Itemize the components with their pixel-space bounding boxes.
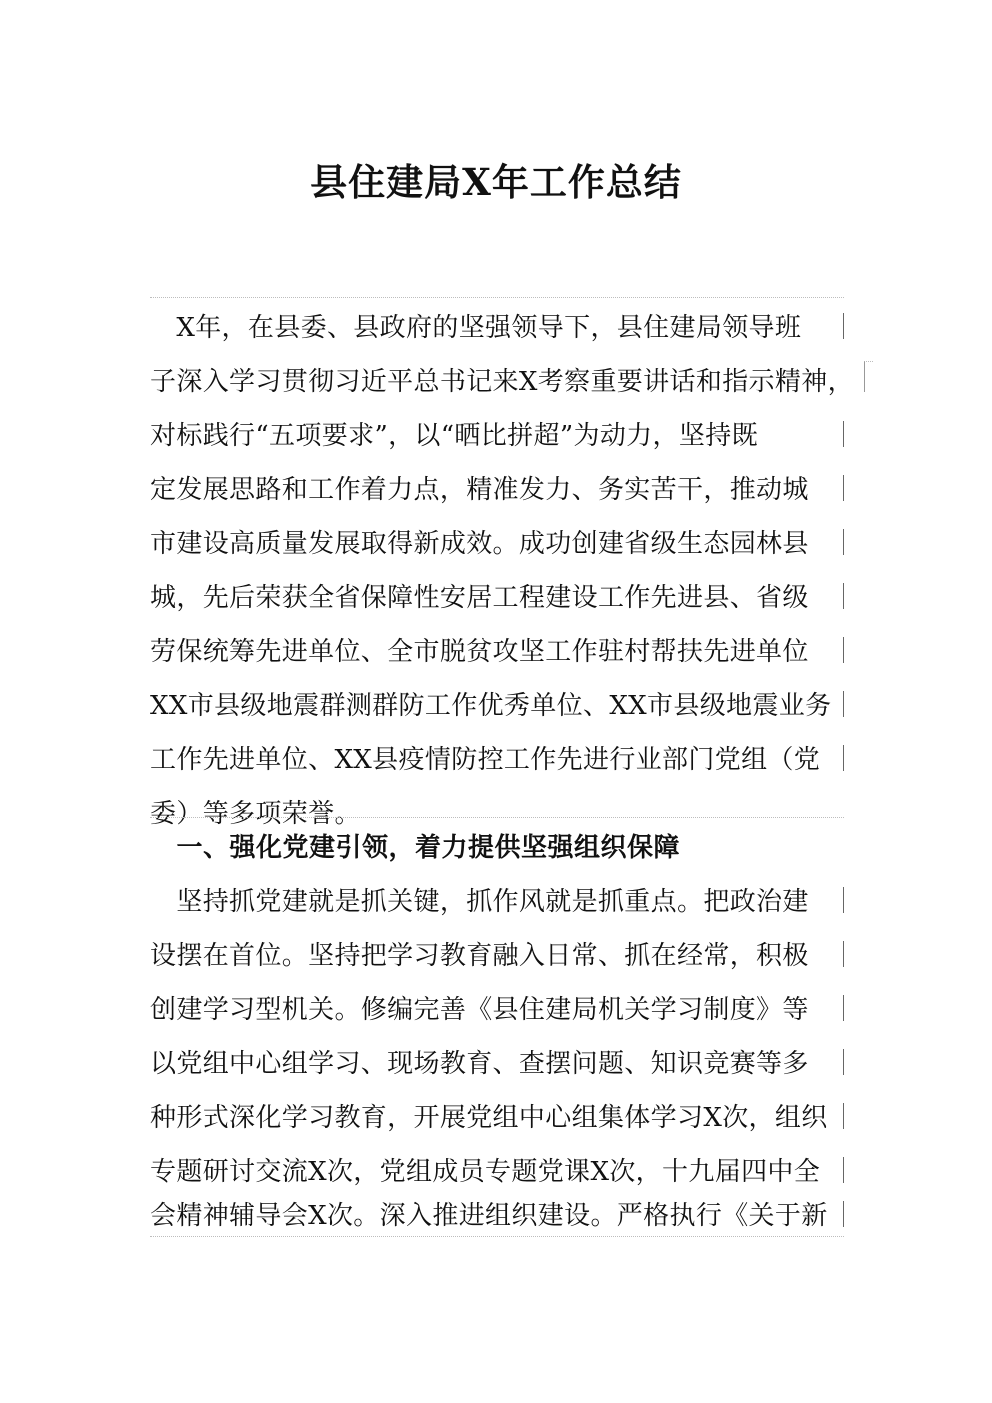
- line-end-marker: [843, 1103, 844, 1129]
- paragraph-line: 劳保统筹先进单位、全市脱贫攻坚工作驻村帮扶先进单位: [150, 637, 809, 667]
- line-end-marker: [843, 745, 844, 771]
- line-end-marker: [843, 1157, 844, 1183]
- line-end-marker: [843, 475, 844, 501]
- paragraph-line: 创建学习型机关。修编完善《县住建局机关学习制度》等: [150, 995, 809, 1025]
- line-end-marker: [843, 691, 844, 717]
- paragraph-line: 工作先进单位、XX县疫情防控工作先进行业部门党组（党: [150, 745, 821, 775]
- paragraph-line: 子深入学习贯彻习近平总书记来X考察重要讲话和指示精神，: [150, 367, 854, 397]
- document-title: 县住建局X年工作总结: [310, 160, 682, 204]
- paragraph-line: 坚持抓党建就是抓关键，抓作风就是抓重点。把政治建: [150, 887, 809, 917]
- line-end-marker: [843, 995, 844, 1021]
- paragraph-line: 会精神辅导会X次。深入推进组织建设。严格执行《关于新: [150, 1201, 828, 1231]
- line-end-marker: [843, 529, 844, 555]
- line-end-marker: [843, 313, 844, 339]
- paragraph-separator-rule: [150, 817, 844, 818]
- line-end-marker: [843, 1049, 844, 1075]
- paragraph-line: XX市县级地震群测群防工作优秀单位、XX市县级地震业务: [150, 691, 832, 721]
- line-end-marker: [843, 421, 844, 447]
- paragraph-line: 城，先后荣获全省保障性安居工程建设工作先进县、省级: [150, 583, 809, 613]
- line-end-marker: [843, 887, 844, 913]
- line-end-marker: [843, 583, 844, 609]
- paragraph-line: 定发展思路和工作着力点，精准发力、务实苦干，推动城: [150, 475, 809, 505]
- paragraph-line: 设摆在首位。坚持把学习教育融入日常、抓在经常，积极: [150, 941, 809, 971]
- paragraph-line: 专题研讨交流X次，党组成员专题党课X次，十九届四中全: [150, 1157, 821, 1187]
- paragraph-line: 委）等多项荣誉。: [150, 799, 361, 829]
- text-block-top-rule: [150, 297, 844, 298]
- paragraph-line: X年，在县委、县政府的坚强领导下，县住建局领导班: [150, 313, 802, 343]
- paragraph-line: 以党组中心组学习、现场教育、查摆问题、知识竞赛等多: [150, 1049, 809, 1079]
- line-end-marker: [843, 1201, 844, 1227]
- paragraph-line: 对标践行“五项要求”，以“晒比拼超”为动力，坚持既: [150, 421, 758, 451]
- text-block-bottom-rule: [150, 1236, 844, 1237]
- section-heading: 一、强化党建引领，着力提供坚强组织保障: [150, 833, 681, 863]
- paragraph-line: 种形式深化学习教育，开展党组中心组集体学习X次，组织: [150, 1103, 828, 1133]
- line-end-marker: [843, 637, 844, 663]
- text-boundary-corner: [864, 361, 873, 392]
- line-end-marker: [843, 941, 844, 967]
- paragraph-line: 市建设高质量发展取得新成效。成功创建省级生态园林县: [150, 529, 809, 559]
